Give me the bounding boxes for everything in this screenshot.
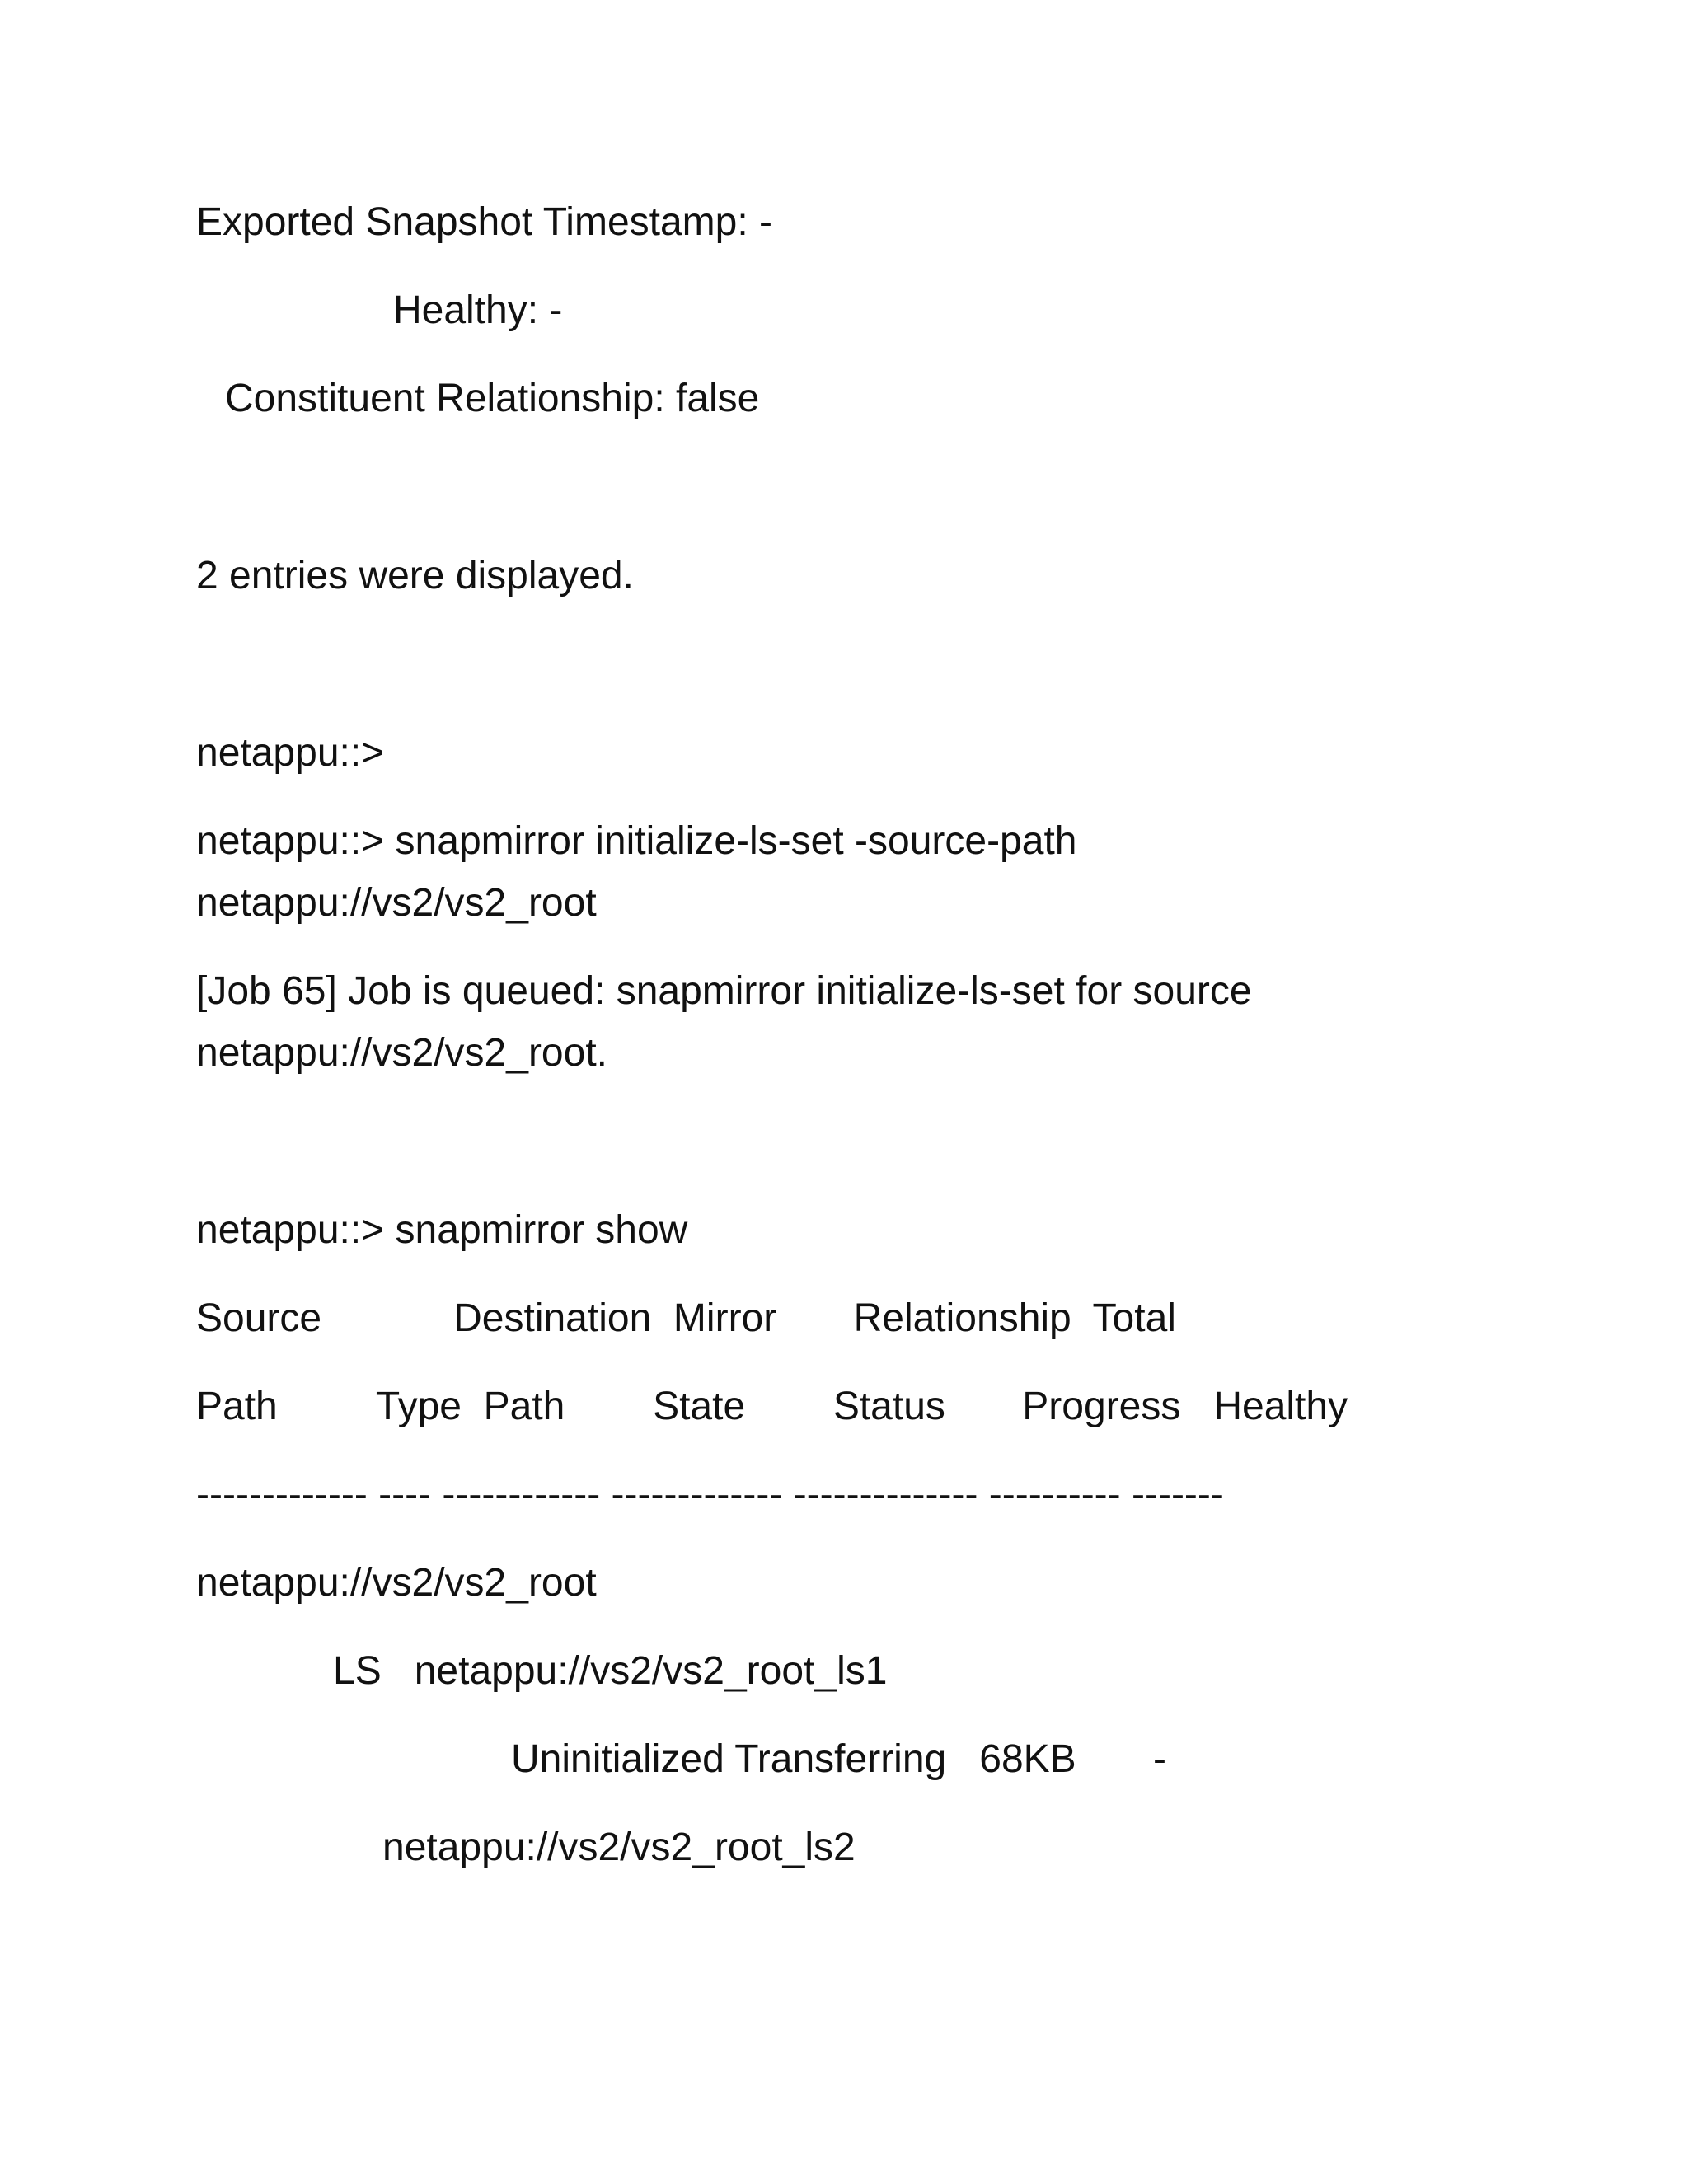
source-path-row: netappu://vs2/vs2_root [196,1561,597,1605]
table-header-row-2: Path Type Path State Status Progress Healthy [196,1385,1348,1428]
table-header-row-1: Source Destination Mirror Relationship Total [196,1296,1176,1340]
ls1-status-row: Uninitialized Transferring 68KB - [511,1737,1166,1781]
initialize-command-continuation: netappu://vs2/vs2_root [196,881,597,925]
ls2-row: netappu://vs2/vs2_root_ls2 [382,1825,856,1869]
job-queued-line: [Job 65] Job is queued: snapmirror initialize-ls-set for source [196,969,1252,1013]
initialize-command-line: netappu::> snapmirror initialize-ls-set -source-path [196,819,1077,863]
constituent-relationship-line: Constituent Relationship: false [225,377,760,420]
ls1-row: LS netappu://vs2/vs2_root_ls1 [333,1649,888,1693]
job-queued-continuation: netappu://vs2/vs2_root. [196,1031,607,1075]
table-separator: ------------- ---- ------------ ------------- -------------- ---------- ------- [196,1473,1224,1516]
entries-displayed-line: 2 entries were displayed. [196,554,634,598]
exported-snapshot-timestamp-line: Exported Snapshot Timestamp: - [196,200,772,244]
snapmirror-show-command: netappu::> snapmirror show [196,1208,688,1252]
prompt-line: netappu::> [196,731,385,775]
healthy-line: Healthy: - [393,288,563,332]
